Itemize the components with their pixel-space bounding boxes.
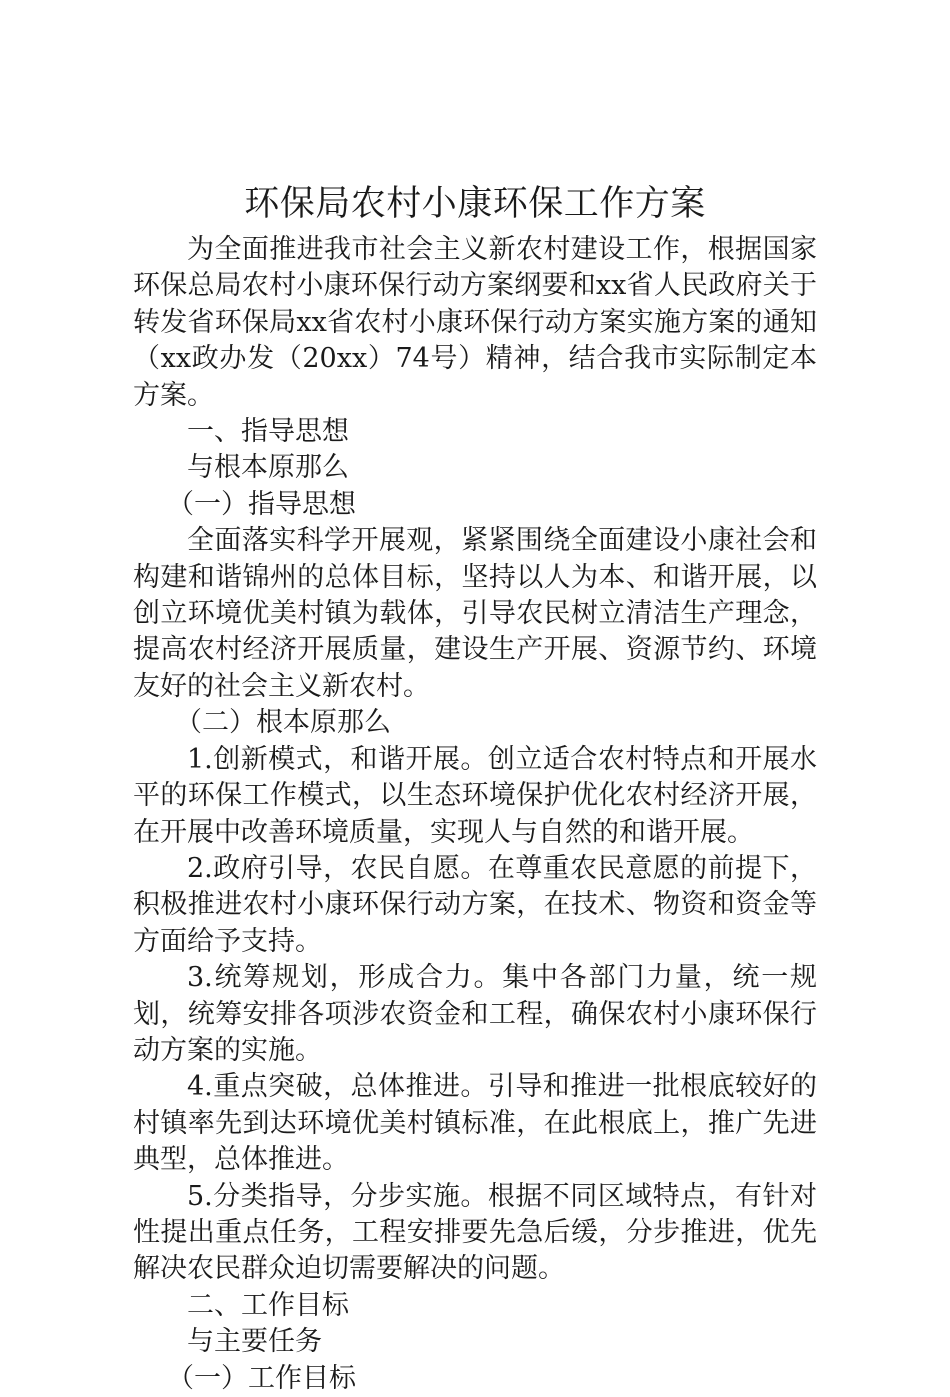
principle-item: 1.创新模式，和谐开展。创立适合农村特点和开展水平的环保工作模式，以生态环境保护优化农村经济开展，在开展中改善环境质量，实现人与自然的和谐开展。 <box>133 743 817 848</box>
document-title: 环保局农村小康环保工作方案 <box>244 184 706 224</box>
principle-item: 5.分类指导，分步实施。根据不同区域特点，有针对性提出重点任务，工程安排要先急后缓，分步推进，优先解决农民群众迫切需要解决的问题。 <box>133 1180 817 1285</box>
principle-item: 3.统筹规划，形成合力。集中各部门力量，统一规划，统筹安排各项涉农资金和工程，确保农村小康环保行动方案的实施。 <box>133 962 817 1066</box>
principle-item: 4.重点突破，总体推进。引导和推进一批根底较好的村镇率先到达环境优美村镇标准，在此根底上，推广先进典型，总体推进。 <box>133 1071 817 1176</box>
subsection-heading: （一）指导思想 <box>167 488 356 520</box>
subsection-heading: （一）工作目标 <box>167 1362 356 1394</box>
principle-item: 2.政府引导，农民自愿。在尊重农民意愿的前提下，积极推进农村小康环保行动方案，在技术、物资和资金等方面给予支持。 <box>133 852 817 957</box>
intro-paragraph: 为全面推进我市社会主义新农村建设工作，根据国家环保总局农村小康环保行动方案纲要和xx省人民政府关于转发省环保局xx省农村小康环保行动方案实施方案的通知（xx政办发（20xx）74号）精神，结合我市实际制定本方案。 <box>133 234 817 411</box>
section-heading: 二、工作目标 <box>187 1289 349 1321</box>
section-heading-continued: 与根本原那么 <box>187 452 349 484</box>
subsection-heading: （二）根本原那么 <box>175 707 391 739</box>
body-paragraph: 全面落实科学开展观，紧紧围绕全面建设小康社会和构建和谐锦州的总体目标，坚持以人为本、和谐开展，以创立环境优美村镇为载体，引导农民树立清洁生产理念，提高农村经济开展质量，建设生产开展、资源节约、环境友好的社会主义新农村。 <box>133 525 817 702</box>
section-heading: 一、指导思想 <box>187 416 349 448</box>
section-heading-continued: 与主要任务 <box>187 1326 322 1358</box>
document-page <box>133 178 817 1397</box>
